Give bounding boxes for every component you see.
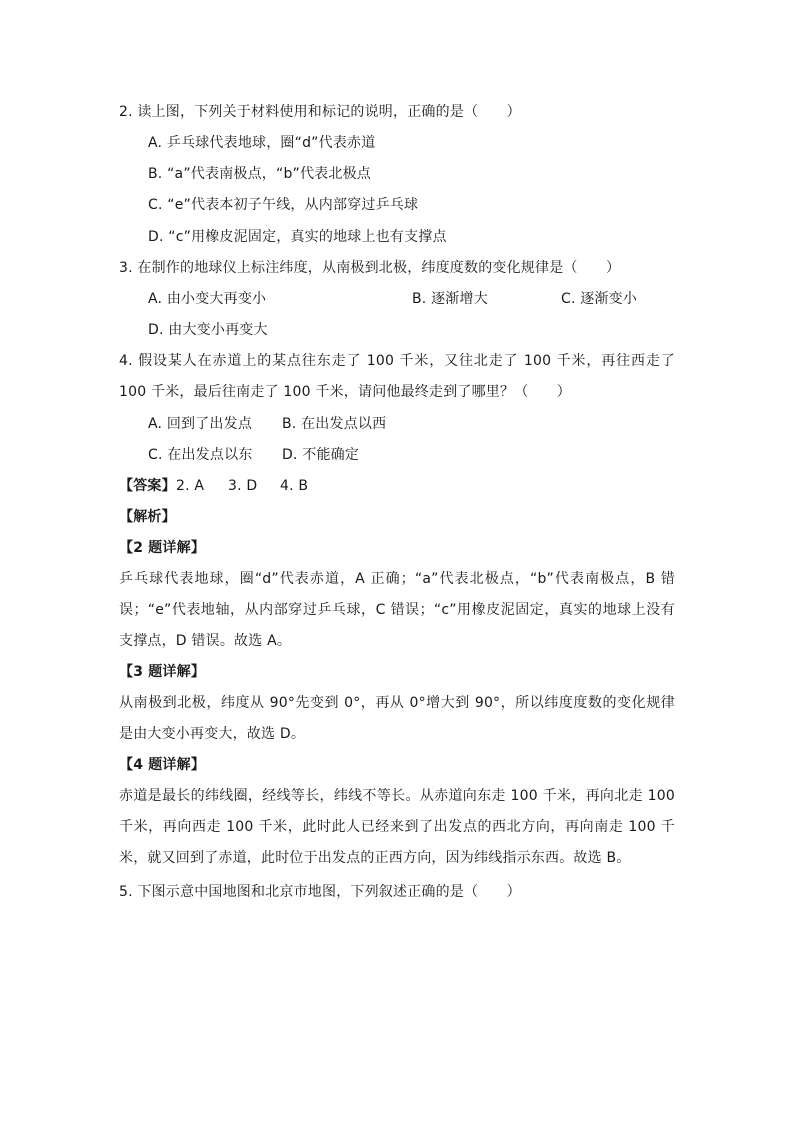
- detail-4-text: 赤道是最长的纬线圈，经线等长，纬线不等长。从赤道向东走 100 千米，再向北走 100 千米，再向西走 100 千米，此时此人已经来到了出发点的西北方向，再向南走 100 千米，就又回到了赤道，此时位于出发点的正西方向，因为纬线指示东西。故选 B。: [119, 788, 675, 866]
- answer-item-2: 2. A: [176, 478, 205, 494]
- answer-item-3: 3. D: [228, 478, 258, 494]
- question-3-option-a: A. 由小变大再变小: [148, 291, 267, 307]
- question-3-option-d: D. 由大变小再变大: [148, 322, 268, 338]
- question-4-option-c: C. 在出发点以东: [148, 447, 253, 463]
- detail-3-text: 从南极到北极，纬度从 90°先变到 0°，再从 0°增大到 90°，所以纬度度数的变化规律是由大变小再变大，故选 D。: [119, 695, 675, 742]
- answer-item-4: 4. B: [280, 478, 309, 494]
- detail-2-label: 【2 题详解】: [119, 540, 206, 556]
- question-4-option-b: B. 在出发点以西: [282, 416, 387, 432]
- detail-2-text: 乒乓球代表地球，圈“d”代表赤道，A 正确；“a”代表北极点，“b”代表南极点，B 错误；“e”代表地轴，从内部穿过乒乓球，C 错误；“c”用橡皮泥固定，真实的地球上没有支撑点，D 错误。故选 A。: [119, 571, 675, 649]
- question-3-option-b: B. 逐渐增大: [412, 291, 488, 307]
- question-2-option-a: A. 乒乓球代表地球，圈“d”代表赤道: [148, 135, 376, 151]
- detail-3-label: 【3 题详解】: [119, 664, 206, 680]
- analysis-label: 【解析】: [119, 509, 176, 525]
- question-3-option-c: C. 逐渐变小: [561, 291, 638, 307]
- question-3-stem: 3. 在制作的地球仪上标注纬度，从南极到北极，纬度度数的变化规律是（ ）: [119, 260, 621, 276]
- answer-label: 【答案】: [119, 478, 176, 494]
- question-4-option-a: A. 回到了出发点: [148, 416, 253, 432]
- detail-4-label: 【4 题详解】: [119, 757, 206, 773]
- question-2-option-d: D. “c”用橡皮泥固定，真实的地球上也有支撑点: [148, 229, 447, 245]
- question-2-stem: 2. 读上图，下列关于材料使用和标记的说明，正确的是（ ）: [119, 104, 521, 120]
- question-5-stem: 5. 下图示意中国地图和北京市地图，下列叙述正确的是（ ）: [119, 884, 521, 900]
- question-2-option-c: C. “e”代表本初子午线，从内部穿过乒乓球: [148, 197, 419, 213]
- question-4-stem: 4. 假设某人在赤道上的某点往东走了 100 千米，又往北走了 100 千米，再往西走了 100 千米，最后往南走了 100 千米，请问他最终走到了哪里？（ ）: [119, 353, 675, 400]
- question-4-option-d: D. 不能确定: [282, 447, 360, 463]
- question-2-option-b: B. “a”代表南极点，“b”代表北极点: [148, 166, 371, 182]
